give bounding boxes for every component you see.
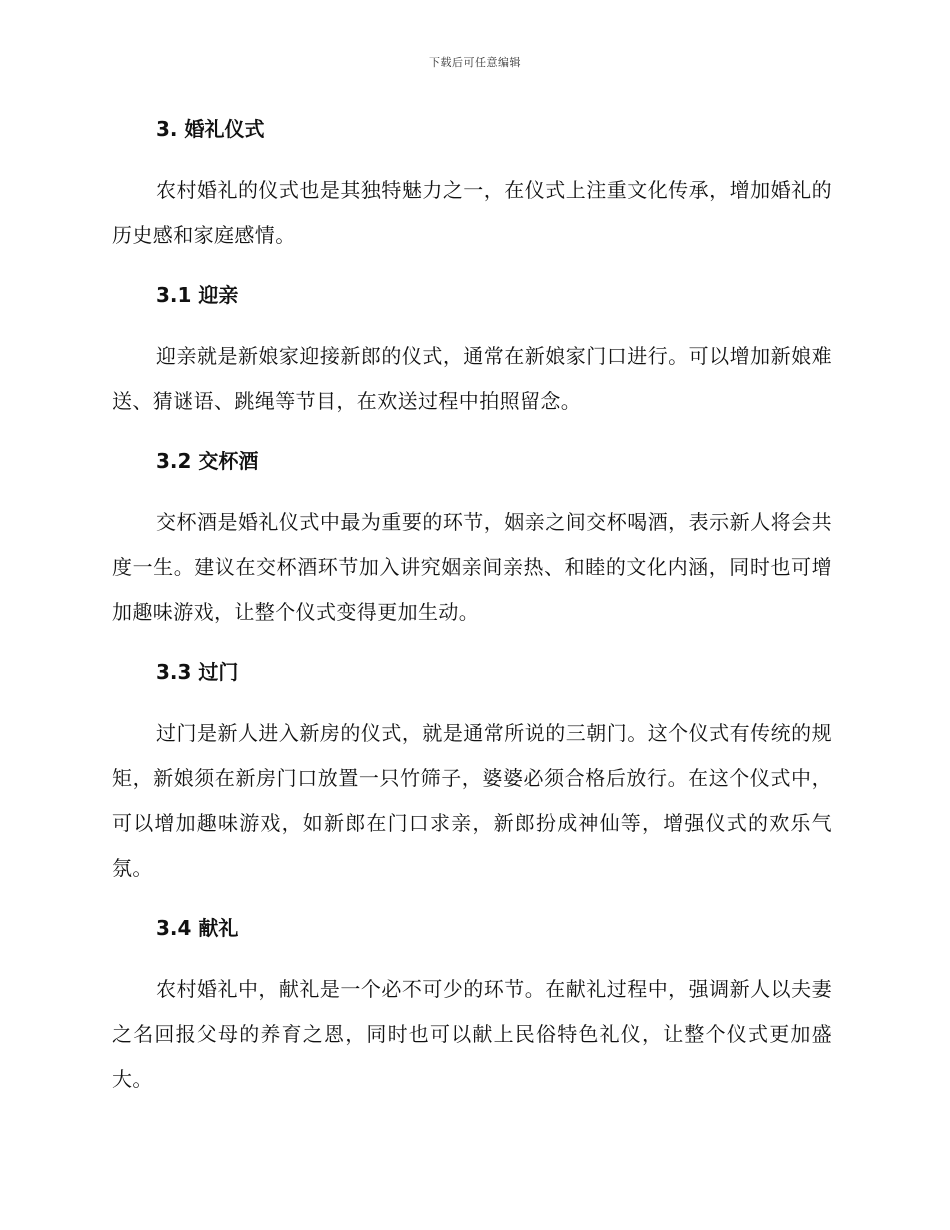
section-heading: 3.1 迎亲 (156, 283, 239, 307)
section-wedding-ceremony (112, 112, 832, 278)
section-paragraph: 过门是新人进入新房的仪式，就是通常所说的三朝门。这个仪式有传统的规矩，新娘须在新房门口放置一只竹筛子，婆婆必须合格后放行。在这个仪式中，可以增加趣味游戏，如新郎在门口求亲，新郎扮成神仙等，增强仪式的欢乐气氛。 (112, 721, 832, 880)
section-crossing-door (112, 655, 832, 911)
section-paragraph: 农村婚礼中，献礼是一个必不可少的环节。在献礼过程中，强调新人以夫妻之名回报父母的养育之恩，同时也可以献上民俗特色礼仪，让整个仪式更加盛大。 (112, 977, 832, 1091)
section-cross-cup-wine (112, 444, 832, 655)
section-paragraph: 交杯酒是婚礼仪式中最为重要的环节，姻亲之间交杯喝酒，表示新人将会共度一生。建议在交杯酒环节加入讲究姻亲间亲热、和睦的文化内涵，同时也可增加趣味游戏，让整个仪式变得更加生动。 (112, 510, 832, 624)
section-heading: 3.4 献礼 (156, 916, 239, 940)
section-welcoming-bride (112, 278, 832, 444)
section-heading: 3.2 交杯酒 (156, 449, 259, 473)
section-gift-offering (112, 911, 832, 1102)
section-heading: 3.3 过门 (156, 660, 239, 684)
section-paragraph: 迎亲就是新娘家迎接新郎的仪式，通常在新娘家门口进行。可以增加新娘难送、猜谜语、跳绳等节目，在欢送过程中拍照留念。 (112, 344, 832, 413)
section-paragraph: 农村婚礼的仪式也是其独特魅力之一，在仪式上注重文化传承，增加婚礼的历史感和家庭感情。 (112, 178, 832, 247)
section-heading: 3. 婚礼仪式 (156, 117, 265, 141)
page-header: 下载后可任意编辑 (429, 56, 521, 69)
document-body (112, 112, 832, 1102)
